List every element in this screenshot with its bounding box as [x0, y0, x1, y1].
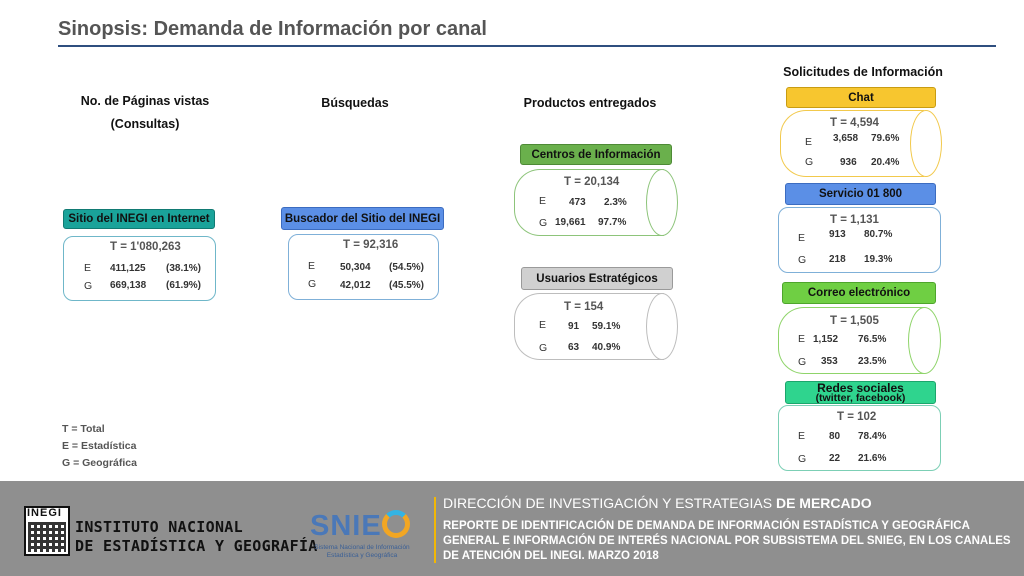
correo-g-key: G [798, 356, 807, 368]
card-correo [778, 307, 924, 374]
chat-e-value: 3,658 [833, 133, 859, 144]
redes-e-value: 80 [829, 431, 841, 442]
buscador-g-key: G [308, 278, 317, 290]
label-redes-sociales [785, 381, 936, 404]
correo-e-value: 1,152 [813, 334, 839, 345]
title-divider [58, 45, 996, 47]
footer-divider [434, 497, 436, 563]
direction-title [443, 495, 872, 511]
report-title: REPORTE DE IDENTIFICACIÓN DE DEMANDA DE INFORMACIÓN ESTADÍSTICA Y GEOGRÁFICA GENERAL E INFORMACIÓN DE INTERÉS NACIONAL POR SUBSISTEMA DEL SNIEG, EN LOS CANALES DE ATENCIÓN DEL INEGI. MARZO 2018 [443, 520, 1011, 562]
snieg-logo [310, 510, 410, 543]
legend-geografica: G = Geográfica [62, 457, 137, 469]
label-usuarios: Usuarios Estratégicos [521, 267, 673, 290]
usuarios-g-pct: 40.9% [592, 342, 621, 353]
heading-paginas [60, 94, 230, 131]
sitio-g-pct: (61.9%) [166, 280, 202, 291]
buscador-g-value: 42,012 [340, 280, 371, 291]
heading-paginas-line1: No. de Páginas vistas [80, 94, 210, 108]
inegi-logo-text: INEGI [27, 507, 62, 519]
buscador-e-key: E [308, 260, 316, 272]
centros-total: T = 20,134 [564, 176, 620, 188]
servicio-total: T = 1,131 [830, 214, 879, 226]
direction-title-a: DIRECCIÓN DE INVESTIGACIÓN Y ESTRATEGIAS [443, 495, 776, 511]
heading-solicitudes: Solicitudes de Información [783, 65, 943, 79]
redes-sublabel: (twitter, facebook) [815, 391, 906, 404]
snieg-g-ring-icon [382, 510, 410, 538]
cylinder-cap-usuarios [646, 293, 678, 360]
correo-total: T = 1,505 [830, 315, 879, 327]
usuarios-e-value: 91 [568, 321, 580, 332]
centros-e-key: E [539, 195, 547, 207]
chat-g-key: G [805, 156, 814, 168]
chat-g-value: 936 [840, 157, 857, 168]
label-centros: Centros de Información [520, 144, 672, 165]
label-chat: Chat [786, 87, 936, 108]
centros-e-value: 473 [569, 197, 586, 208]
correo-g-value: 353 [821, 356, 838, 367]
sitio-e-key: E [84, 262, 92, 274]
usuarios-e-pct: 59.1% [592, 321, 621, 332]
redes-label: Redes sociales [817, 380, 904, 395]
cylinder-cap-chat [910, 110, 942, 177]
servicio-e-key: E [798, 232, 806, 244]
institute-name-line1: INSTITUTO NACIONAL [75, 518, 243, 536]
direction-title-b: DE MERCADO [775, 495, 872, 511]
usuarios-g-value: 63 [568, 342, 580, 353]
snieg-subtitle: Sistema Nacional de Información Estadística y Geográfica [314, 544, 410, 559]
usuarios-e-key: E [539, 319, 547, 331]
servicio-g-key: G [798, 254, 807, 266]
redes-total: T = 102 [837, 411, 877, 423]
servicio-g-pct: 19.3% [864, 254, 893, 265]
correo-g-pct: 23.5% [858, 356, 887, 367]
card-redes-sociales [778, 405, 941, 471]
heading-productos: Productos entregados [523, 96, 657, 110]
buscador-g-pct: (45.5%) [389, 280, 425, 291]
sitio-g-value: 669,138 [110, 280, 147, 291]
redes-g-value: 22 [829, 453, 841, 464]
cylinder-cap-correo [908, 307, 941, 374]
centros-g-value: 19,661 [555, 217, 586, 228]
chat-e-pct: 79.6% [871, 133, 900, 144]
redes-e-pct: 78.4% [858, 431, 887, 442]
correo-e-key: E [798, 333, 806, 345]
page-title: Sinopsis: Demanda de Información por canal [58, 18, 487, 40]
card-chat [780, 110, 924, 177]
correo-e-pct: 76.5% [858, 334, 887, 345]
servicio-g-value: 218 [829, 254, 846, 265]
redes-g-key: G [798, 453, 807, 465]
card-servicio-01800 [778, 207, 941, 273]
chat-e-key: E [805, 136, 813, 148]
card-usuarios [514, 293, 664, 360]
sitio-total: T = 1'080,263 [110, 241, 181, 253]
sitio-e-value: 411,125 [110, 263, 146, 274]
servicio-e-pct: 80.7% [864, 229, 893, 240]
redes-e-key: E [798, 430, 806, 442]
label-correo: Correo electrónico [782, 282, 936, 304]
centros-g-key: G [539, 217, 548, 229]
servicio-e-value: 913 [829, 229, 846, 240]
label-servicio-01800: Servicio 01 800 [785, 183, 936, 205]
redes-g-pct: 21.6% [858, 453, 887, 464]
card-centros [514, 169, 664, 236]
legend-total: T = Total [62, 423, 105, 435]
label-buscador: Buscador del Sitio del INEGI [281, 207, 444, 230]
sitio-e-pct: (38.1%) [166, 263, 202, 274]
cylinder-cap-centros [646, 169, 678, 236]
centros-e-pct: 2.3% [604, 197, 627, 208]
usuarios-total: T = 154 [564, 301, 604, 313]
inegi-logo-pattern-icon [28, 522, 66, 552]
buscador-e-value: 50,304 [340, 262, 371, 273]
card-sitio-inegi [63, 236, 216, 301]
card-buscador [288, 234, 439, 300]
heading-paginas-line2: (Consultas) [110, 117, 180, 131]
legend-estadistica: E = Estadística [62, 440, 137, 452]
sitio-g-key: G [84, 280, 93, 292]
label-sitio-inegi: Sitio del INEGI en Internet [63, 209, 215, 229]
usuarios-g-key: G [539, 342, 548, 354]
institute-name [75, 518, 318, 556]
chat-total: T = 4,594 [830, 117, 879, 129]
snieg-logo-text: SNIE [310, 510, 382, 542]
buscador-total: T = 92,316 [343, 239, 399, 251]
chat-g-pct: 20.4% [871, 157, 900, 168]
heading-busquedas: Búsquedas [321, 96, 389, 110]
buscador-e-pct: (54.5%) [389, 262, 425, 273]
centros-g-pct: 97.7% [598, 217, 627, 228]
institute-name-line2: DE ESTADÍSTICA Y GEOGRAFÍA [75, 537, 318, 555]
